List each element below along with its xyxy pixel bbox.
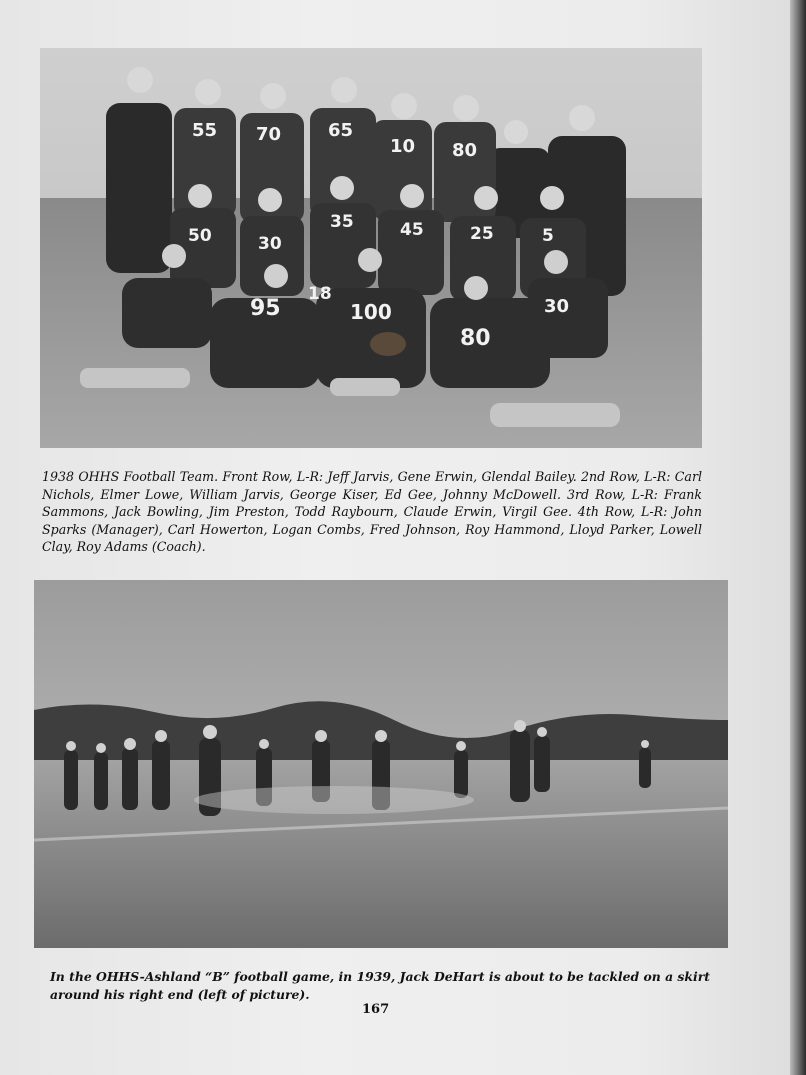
jersey-number-label: 5: [542, 226, 554, 246]
jersey-number-label: 50: [188, 226, 212, 246]
jersey-number-label: 18: [308, 284, 332, 304]
jersey-number-label: 30: [544, 296, 570, 317]
team-photo-image: [40, 48, 702, 448]
book-binding-edge: [790, 0, 806, 1075]
jersey-number-label: 10: [390, 136, 416, 157]
team-photo-caption: 1938 OHHS Football Team. Front Row, L-R: Jeff Jarvis, Gene Erwin, Glendal Bailey. 2nd Row, L-R: Carl Nichols, Elmer Lowe, William Jarvis, George Kiser, Ed Gee, Johnny McDowell. 3rd Row, L-R: Frank Sammons, Jack Bowling, Jim Preston, Todd Raybourn, Claude Erwin, Virgil Gee. 4th Row, L-R: John Sparks (Manager), Carl Howerton, Logan Combs, Fred Johnson, Roy Hammond, Lloyd Parker, Lowell Clay, Roy Adams (Coach).: [42, 469, 702, 554]
jersey-number-label: 30: [258, 234, 282, 254]
jersey-number-label: 25: [470, 224, 494, 244]
jersey-number-label: 45: [400, 220, 424, 240]
jersey-number-label: 100: [350, 300, 392, 324]
jersey-number-label: 35: [330, 212, 354, 232]
game-photo-caption: In the OHHS-Ashland “B” football game, in 1939, Jack DeHart is about to be tackled on a skirt around his right end (left of picture).: [50, 969, 710, 1002]
jersey-number-label: 65: [328, 120, 354, 141]
jersey-number-label: 70: [256, 124, 282, 145]
game-photo-image: [34, 580, 728, 948]
jersey-number-label: 80: [452, 140, 478, 161]
jersey-number-label: 80: [460, 326, 491, 351]
jersey-number-label: 55: [192, 120, 218, 141]
game-photo: [34, 580, 728, 948]
team-photo: [40, 48, 702, 448]
jersey-number-label: 95: [250, 296, 281, 321]
page-number: 167: [362, 1002, 390, 1017]
